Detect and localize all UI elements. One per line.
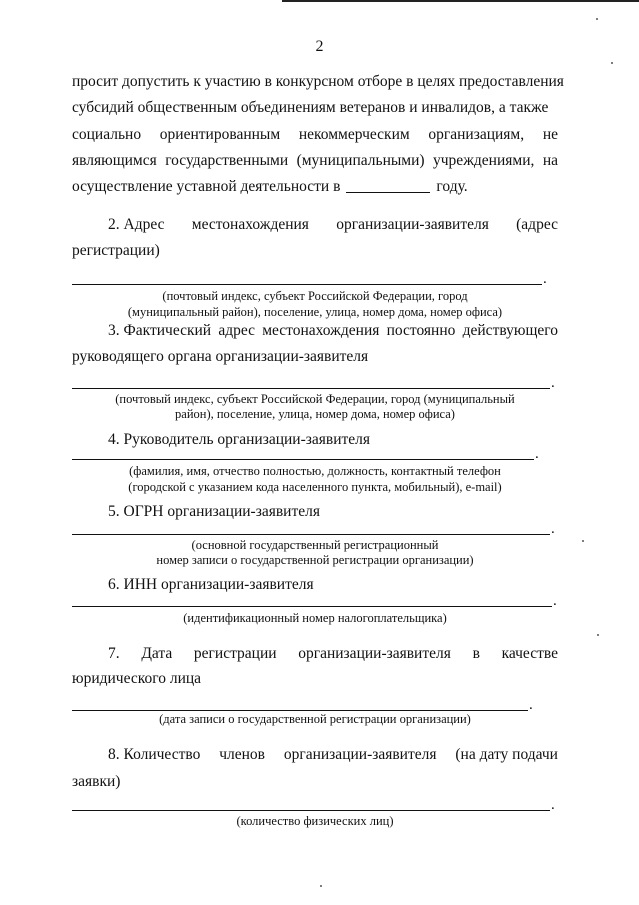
word: Дата — [141, 645, 173, 662]
item8-continuation: заявки) — [72, 773, 121, 790]
period-mark: . — [551, 797, 555, 813]
word: (на дату подачи — [455, 746, 558, 763]
item4-caption-2: (городской с указанием кода населенного пункта, мобильный), e-mail) — [128, 480, 502, 494]
word: 8. Количество — [108, 746, 201, 763]
word: адрес — [218, 322, 255, 339]
item7-continuation: юридического лица — [72, 670, 202, 687]
item2-fill-line — [72, 284, 542, 285]
word: на — [542, 152, 558, 169]
item4-heading: 4. Руководитель организации-заявителя — [108, 431, 371, 448]
item3-continuation: руководящего органа организации-заявителя — [72, 348, 369, 365]
item6-fill-line — [72, 606, 552, 607]
word: ориентированным — [159, 126, 281, 143]
word: организации-заявителя — [336, 216, 489, 233]
item5-caption-1: (основной государственный регистрационный — [191, 538, 439, 552]
period-mark: . — [529, 697, 533, 713]
word: регистрации — [193, 645, 277, 662]
scan-speck — [596, 18, 598, 20]
word: постоянно — [386, 322, 456, 339]
word: 3. Фактический — [108, 322, 212, 339]
period-mark: . — [551, 521, 555, 537]
intro-line-3 — [72, 126, 558, 144]
item5-caption-2: номер записи о государственной регистрации организации) — [156, 553, 474, 567]
item4-caption-1: (фамилия, имя, отчество полностью, должность, контактный телефон — [129, 464, 501, 478]
word: (муниципальными) — [296, 152, 425, 169]
item3-fill-line — [72, 388, 550, 389]
word: организации-заявителя — [298, 645, 451, 662]
word: местонахождения — [262, 322, 380, 339]
year-blank — [346, 178, 430, 193]
item6-heading: 6. ИНН организации-заявителя — [108, 576, 314, 593]
item8-fill-line — [72, 810, 550, 811]
word: учреждениями, — [433, 152, 535, 169]
word: социально — [72, 126, 142, 143]
item5-fill-line — [72, 534, 550, 535]
word: организации-заявителя — [283, 746, 437, 763]
period-mark: . — [553, 593, 557, 609]
intro-line-2: субсидий общественным объединениям ветеранов и инвалидов, а также — [72, 99, 549, 116]
word: являющимся — [72, 152, 157, 169]
item6-caption: (идентификационный номер налогоплательщика) — [183, 611, 447, 625]
page-number: 2 — [315, 38, 324, 55]
word: не — [542, 126, 558, 143]
word: качестве — [501, 645, 558, 662]
word: в — [472, 645, 480, 662]
word: 7. — [108, 645, 120, 662]
word: действующего — [462, 322, 558, 339]
item8-heading — [108, 746, 558, 764]
intro-line-5 — [72, 178, 558, 196]
item2-caption-1: (почтовый индекс, субъект Российской Федерации, город — [162, 289, 468, 303]
word: (адрес — [516, 216, 558, 233]
top-edge-line — [282, 0, 639, 2]
intro-text: осуществление уставной деятельности в — [72, 178, 341, 195]
intro-line-4 — [72, 152, 558, 170]
item8-caption: (количество физических лиц) — [236, 814, 394, 828]
word: некоммерческим — [298, 126, 410, 143]
item2-continuation: регистрации) — [72, 242, 160, 259]
scan-speck — [320, 885, 322, 887]
scan-speck — [597, 634, 599, 636]
item3-caption-2: район), поселение, улица, номер дома, номер офиса) — [175, 407, 455, 421]
word: организациям, — [428, 126, 525, 143]
intro-line-1: просит допустить к участию в конкурсном отборе в целях предоставления — [72, 73, 564, 90]
item4-fill-line — [72, 459, 534, 460]
word: местонахождения — [191, 216, 309, 233]
item7-heading — [108, 645, 558, 663]
item2-heading — [108, 216, 558, 234]
scan-speck — [582, 540, 584, 542]
scan-speck — [611, 62, 613, 64]
item7-caption: (дата записи о государственной регистрации организации) — [159, 712, 471, 726]
item2-caption-2: (муниципальный район), поселение, улица, номер дома, номер офиса) — [127, 305, 503, 319]
intro-text-end: году. — [436, 178, 468, 195]
period-mark: . — [551, 375, 555, 391]
item3-caption-1: (почтовый индекс, субъект Российской Федерации, город (муниципальный — [115, 392, 515, 406]
word: 2. Адрес — [108, 216, 165, 233]
word: государственными — [165, 152, 289, 169]
period-mark: . — [543, 271, 547, 287]
period-mark: . — [535, 446, 539, 462]
item3-heading — [108, 322, 558, 340]
word: членов — [219, 746, 265, 763]
item5-heading: 5. ОГРН организации-заявителя — [108, 503, 320, 520]
